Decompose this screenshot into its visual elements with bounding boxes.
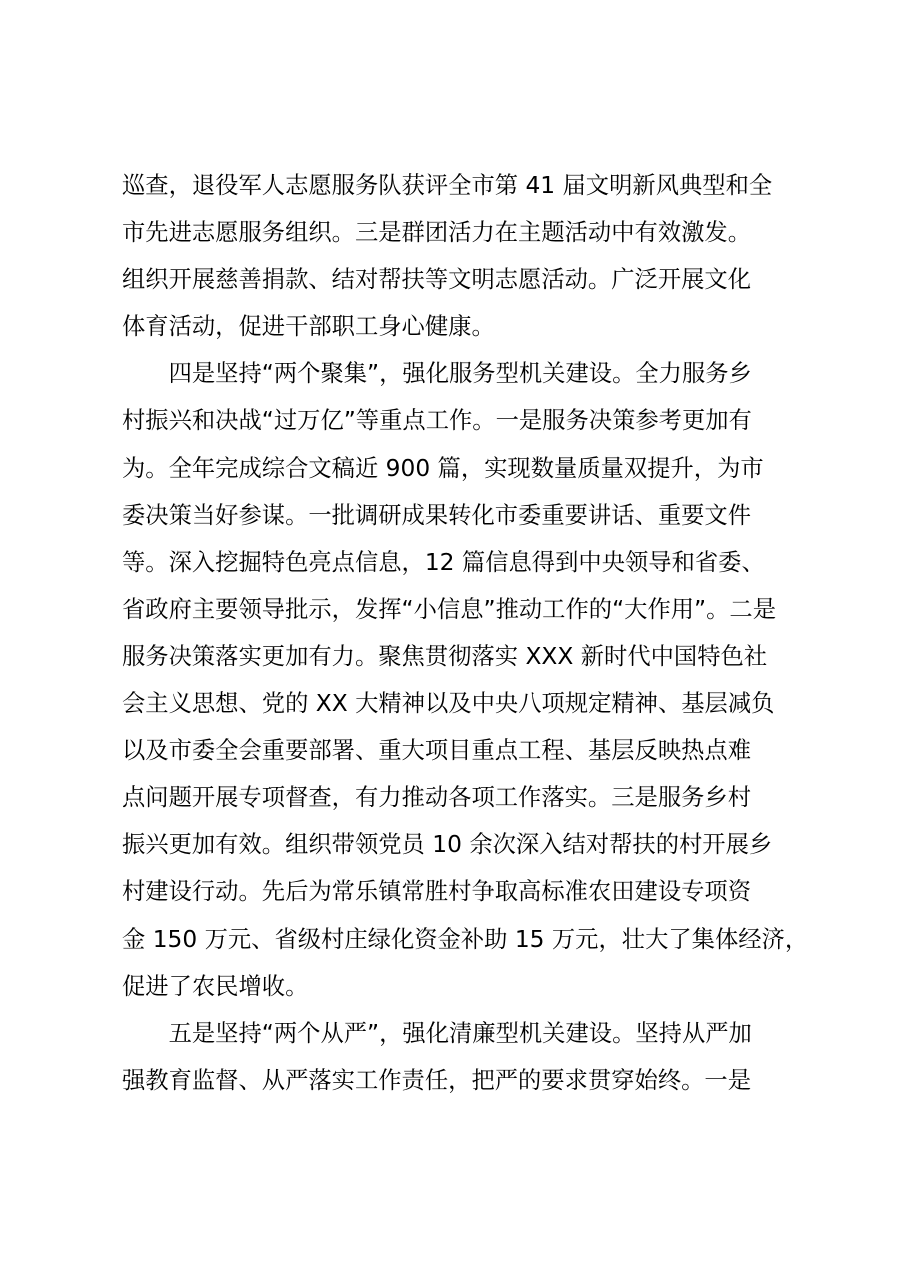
text-line: 促进了农民增收。 xyxy=(122,972,309,1000)
document-body xyxy=(122,162,809,1104)
text-line: 巡查，退役军人志愿服务队获评全市第 41 届文明新风典型和全 xyxy=(122,172,773,199)
text-line: 振兴更加有效。组织带领党员 10 余次深入结对帮扶的村开展乡 xyxy=(122,831,773,859)
text-line: 以及市委全会重要部署、重大项目重点工程、基层反映热点难 xyxy=(122,737,752,765)
text-line: 村振兴和决战“过万亿”等重点工作。一是服务决策参考更加有 xyxy=(122,407,752,435)
text-line: 为。全年完成综合文稿近 900 篇，实现数量质量双提升，为市 xyxy=(122,454,764,482)
text-line: 村建设行动。先后为常乐镇常胜村争取高标准农田建设专项资 xyxy=(122,878,752,906)
text-line: 金 150 万元、省级村庄绿化资金补助 15 万元，壮大了集体经济， xyxy=(122,925,809,953)
text-line: 省政府主要领导批示，发挥“小信息”推动工作的“大作用”。二是 xyxy=(122,595,776,623)
paragraph-start-line: 四是坚持“两个聚集”，强化服务型机关建设。全力服务乡 xyxy=(122,360,752,388)
text-line: 等。深入挖掘特色亮点信息，12 篇信息得到中央领导和省委、 xyxy=(122,548,765,576)
paragraph-start-line: 五是坚持“两个从严”，强化清廉型机关建设。坚持从严加 xyxy=(122,1019,752,1047)
text-line: 会主义思想、党的 XX 大精神以及中央八项规定精神、基层减负 xyxy=(122,690,775,718)
text-line: 服务决策落实更加有力。聚焦贯彻落实 XXX 新时代中国特色社 xyxy=(122,642,768,670)
text-line: 体育活动，促进干部职工身心健康。 xyxy=(122,313,495,341)
text-line: 点问题开展专项督查，有力推动各项工作落实。三是服务乡村 xyxy=(122,784,752,812)
text-line: 委决策当好参谋。一批调研成果转化市委重要讲话、重要文件 xyxy=(122,501,752,529)
text-line: 组织开展慈善捐款、结对帮扶等文明志愿活动。广泛开展文化 xyxy=(122,266,752,294)
text-line: 市先进志愿服务组织。三是群团活力在主题活动中有效激发。 xyxy=(122,219,752,247)
text-line: 强教育监督、从严落实工作责任，把严的要求贯穿始终。一是 xyxy=(122,1066,752,1094)
